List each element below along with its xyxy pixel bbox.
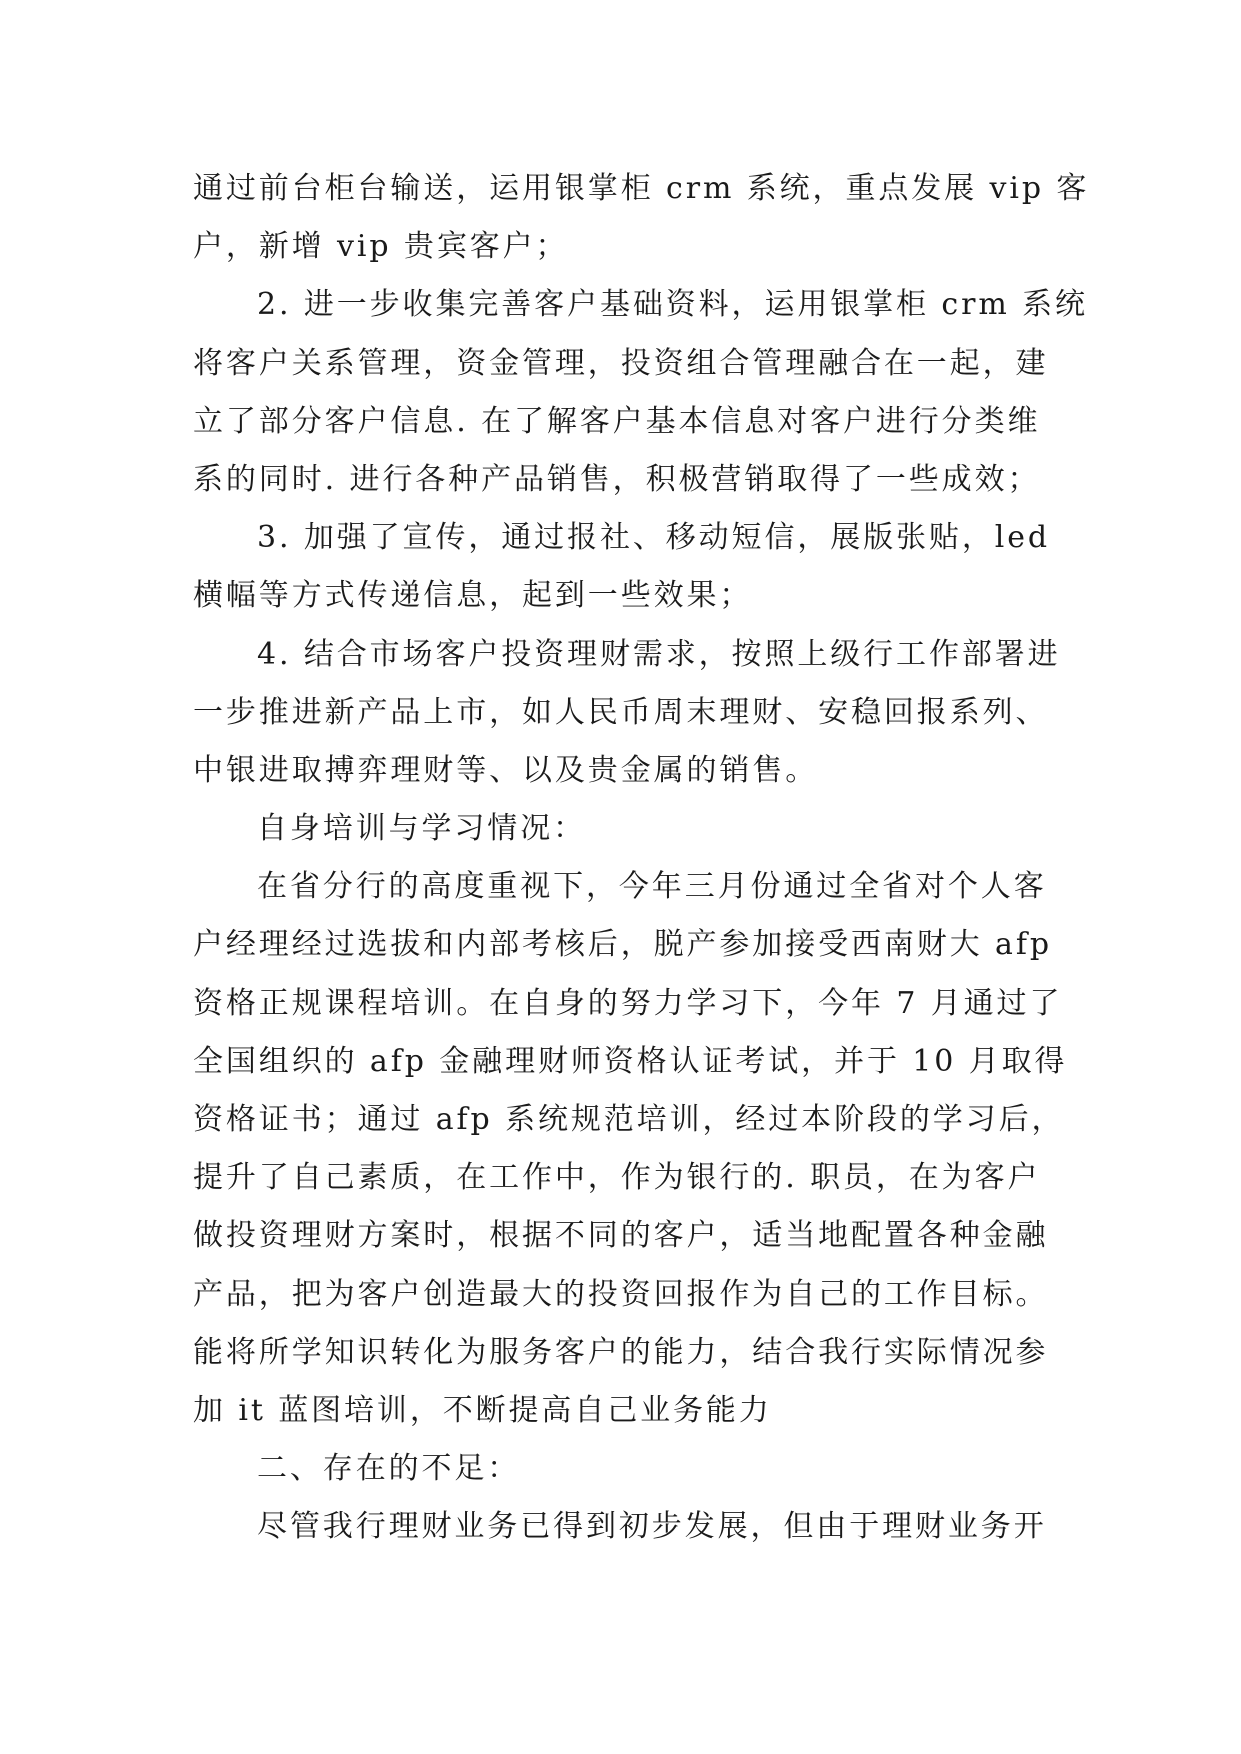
paragraph-line: 做投资理财方案时，根据不同的客户，适当地配置各种金融 <box>193 1218 1049 1254</box>
paragraph-line: 一步推进新产品上市，如人民币周末理财、安稳回报系列、 <box>193 694 1049 730</box>
paragraph-line: 通过前台柜台输送，运用银掌柜 crm 系统，重点发展 vip 客 <box>193 171 1090 206</box>
section-heading: 自身培训与学习情况： <box>257 811 586 847</box>
paragraph-line: 户，新增 vip 贵宾客户； <box>193 229 569 265</box>
paragraph-line: 3. 加强了宣传，通过报社、移动短信，展版张贴，led <box>257 520 1051 556</box>
paragraph-line: 将客户关系管理，资金管理，投资组合管理融合在一起，建 <box>193 345 1049 381</box>
paragraph-line: 能将所学知识转化为服务客户的能力，结合我行实际情况参 <box>193 1334 1049 1370</box>
paragraph-line: 全国组织的 afp 金融理财师资格认证考试，并于 10 月取得 <box>193 1043 1068 1079</box>
paragraph-line: 加 it 蓝图培训，不断提高自己业务能力 <box>193 1392 772 1428</box>
paragraph-line: 2. 进一步收集完善客户基础资料，运用银掌柜 crm 系统 <box>257 287 1088 323</box>
paragraph-line: 4. 结合市场客户投资理财需求，按照上级行工作部署进 <box>257 636 1061 672</box>
paragraph-line: 系的同时. 进行各种产品销售，积极营销取得了一些成效； <box>193 461 1041 497</box>
paragraph-line: 产品，把为客户创造最大的投资回报作为自己的工作目标。 <box>193 1276 1049 1312</box>
paragraph-line: 尽管我行理财业务已得到初步发展，但由于理财业务开 <box>257 1509 1047 1545</box>
paragraph-line: 立了部分客户信息. 在了解客户基本信息对客户进行分类维 <box>193 403 1041 439</box>
paragraph-line: 户经理经过选拔和内部考核后，脱产参加接受西南财大 afp <box>193 927 1052 963</box>
paragraph-line: 在省分行的高度重视下，今年三月份通过全省对个人客 <box>257 869 1047 905</box>
paragraph-line: 横幅等方式传递信息，起到一些效果； <box>193 578 753 614</box>
paragraph-line: 提升了自己素质，在工作中，作为银行的. 职员，在为客户 <box>193 1160 1041 1196</box>
paragraph-line: 中银进取搏弈理财等、以及贵金属的销售。 <box>193 752 819 788</box>
paragraph-line: 资格正规课程培训。在自身的努力学习下，今年 7 月通过了 <box>193 985 1063 1021</box>
section-heading: 二、存在的不足： <box>257 1451 521 1487</box>
document-body <box>193 160 1090 1557</box>
paragraph-line: 资格证书；通过 afp 系统规范培训，经过本阶段的学习后， <box>193 1102 1065 1137</box>
